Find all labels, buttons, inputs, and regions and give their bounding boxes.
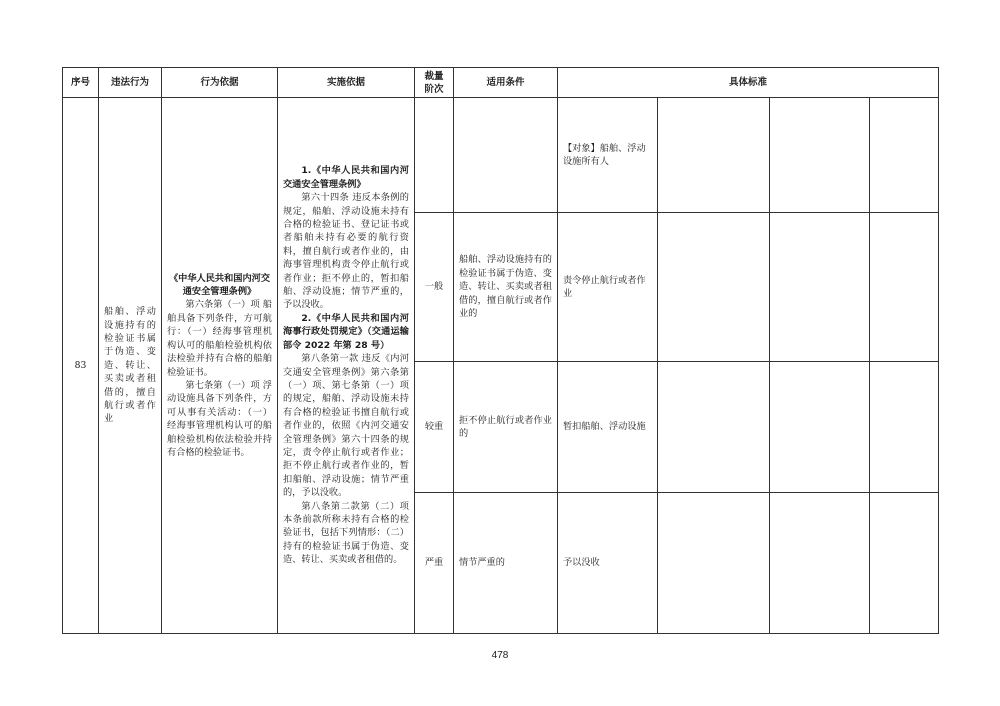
level-cell: 较重	[415, 362, 454, 493]
impl-title: 2.《中华人民共和国内河海事行政处罚规定》（交通运输部令 2022 年第 28 号）	[283, 312, 409, 351]
impl-title: 1.《中华人民共和国内河交通安全管理条例》	[283, 165, 409, 190]
impl-paragraph: 第六十四条 违反本条例的规定，船舶、浮动设施未持有合格的检验证书、登记证书或者船舶未持有必要的航行资料，擅自航行或者作业的，由海事管理机构责令停止航行或者作业；拒不停止的，暂扣船舶、浮动设施；情节严重的，予以没收。	[283, 192, 409, 311]
impl-paragraph: 第八条第一款 违反《内河交通安全管理条例》第六条第（一）项、第七条第（一）项的规定，船舶、浮动设施未持有合格的检验证书擅自航行或者作业的，依照《内河交通安全管理条例》第六十四条的规定，责令停止航行或者作业；拒不停止航行或者作业的，暂扣船舶、浮动设施；情节严重的，予以没收。	[283, 353, 409, 499]
table-row	[63, 98, 939, 213]
condition-cell: 拒不停止航行或者作业的	[454, 362, 558, 493]
level-cell: 严重	[415, 493, 454, 634]
condition-cell: 情节严重的	[454, 493, 558, 634]
header-no: 序号	[63, 68, 99, 98]
basis-title: 《中华人民共和国内河交通安全管理条例》	[168, 272, 271, 298]
condition-cell: 船舶、浮动设施持有的检验证书属于伪造、变造、转让、买卖或者租借的，擅自航行或者作业的	[454, 213, 558, 362]
standard-cell-empty	[870, 493, 939, 634]
standard-cell-empty	[658, 362, 770, 493]
penalty-standard-table	[62, 67, 939, 634]
basis-paragraph: 第七条第（一）项 浮动设施具备下列条件，方可从事有关活动：（一）经海事管理机构认可的船舶检验机构依法检验并持有合格的检验证书。	[167, 379, 272, 458]
standard-cell-empty	[770, 98, 870, 213]
basis-cell	[162, 98, 278, 634]
target-cell: 【对象】船舶、浮动设施所有人	[558, 98, 658, 213]
header-level: 裁量阶次	[415, 68, 454, 98]
standard-cell-empty	[870, 362, 939, 493]
standard-cell-empty	[770, 213, 870, 362]
page-number: 478	[491, 650, 509, 661]
basis-paragraph: 第六条第（一）项 船舶具备下列条件，方可航行：（一）经海事管理机构认可的船舶检验机构依法检验并持有合格的船舶检验证书。	[167, 299, 272, 378]
standard-cell-empty	[770, 362, 870, 493]
header-standard: 具体标准	[558, 68, 939, 98]
header-impl: 实施依据	[278, 68, 415, 98]
standard-cell-empty	[870, 98, 939, 213]
standard-cell-empty	[770, 493, 870, 634]
standard-cell-empty	[870, 213, 939, 362]
impl-paragraph: 第八条第二款第（二）项 本条前款所称未持有合格的检验证书，包括下列情形：（二）持有的检验证书属于伪造、变造、转让、买卖或者租借的。	[283, 500, 409, 566]
standard-cell-empty	[658, 98, 770, 213]
standard-cell: 暂扣船舶、浮动设施	[558, 362, 658, 493]
standard-cell-empty	[658, 493, 770, 634]
level-cell: 一般	[415, 213, 454, 362]
violation-cell: 船舶、浮动设施持有的检验证书属于伪造、变造、转让、买卖或者租借的，擅自航行或者作业	[99, 98, 162, 634]
impl-cell	[278, 98, 415, 634]
standard-cell: 予以没收	[558, 493, 658, 634]
row-number: 83	[63, 98, 99, 634]
condition-cell-empty	[454, 98, 558, 213]
level-cell-empty	[415, 98, 454, 213]
header-violation: 违法行为	[99, 68, 162, 98]
header-row	[63, 68, 939, 98]
standard-cell-empty	[658, 213, 770, 362]
header-basis: 行为依据	[162, 68, 278, 98]
header-condition: 适用条件	[454, 68, 558, 98]
standard-cell: 责令停止航行或者作业	[558, 213, 658, 362]
